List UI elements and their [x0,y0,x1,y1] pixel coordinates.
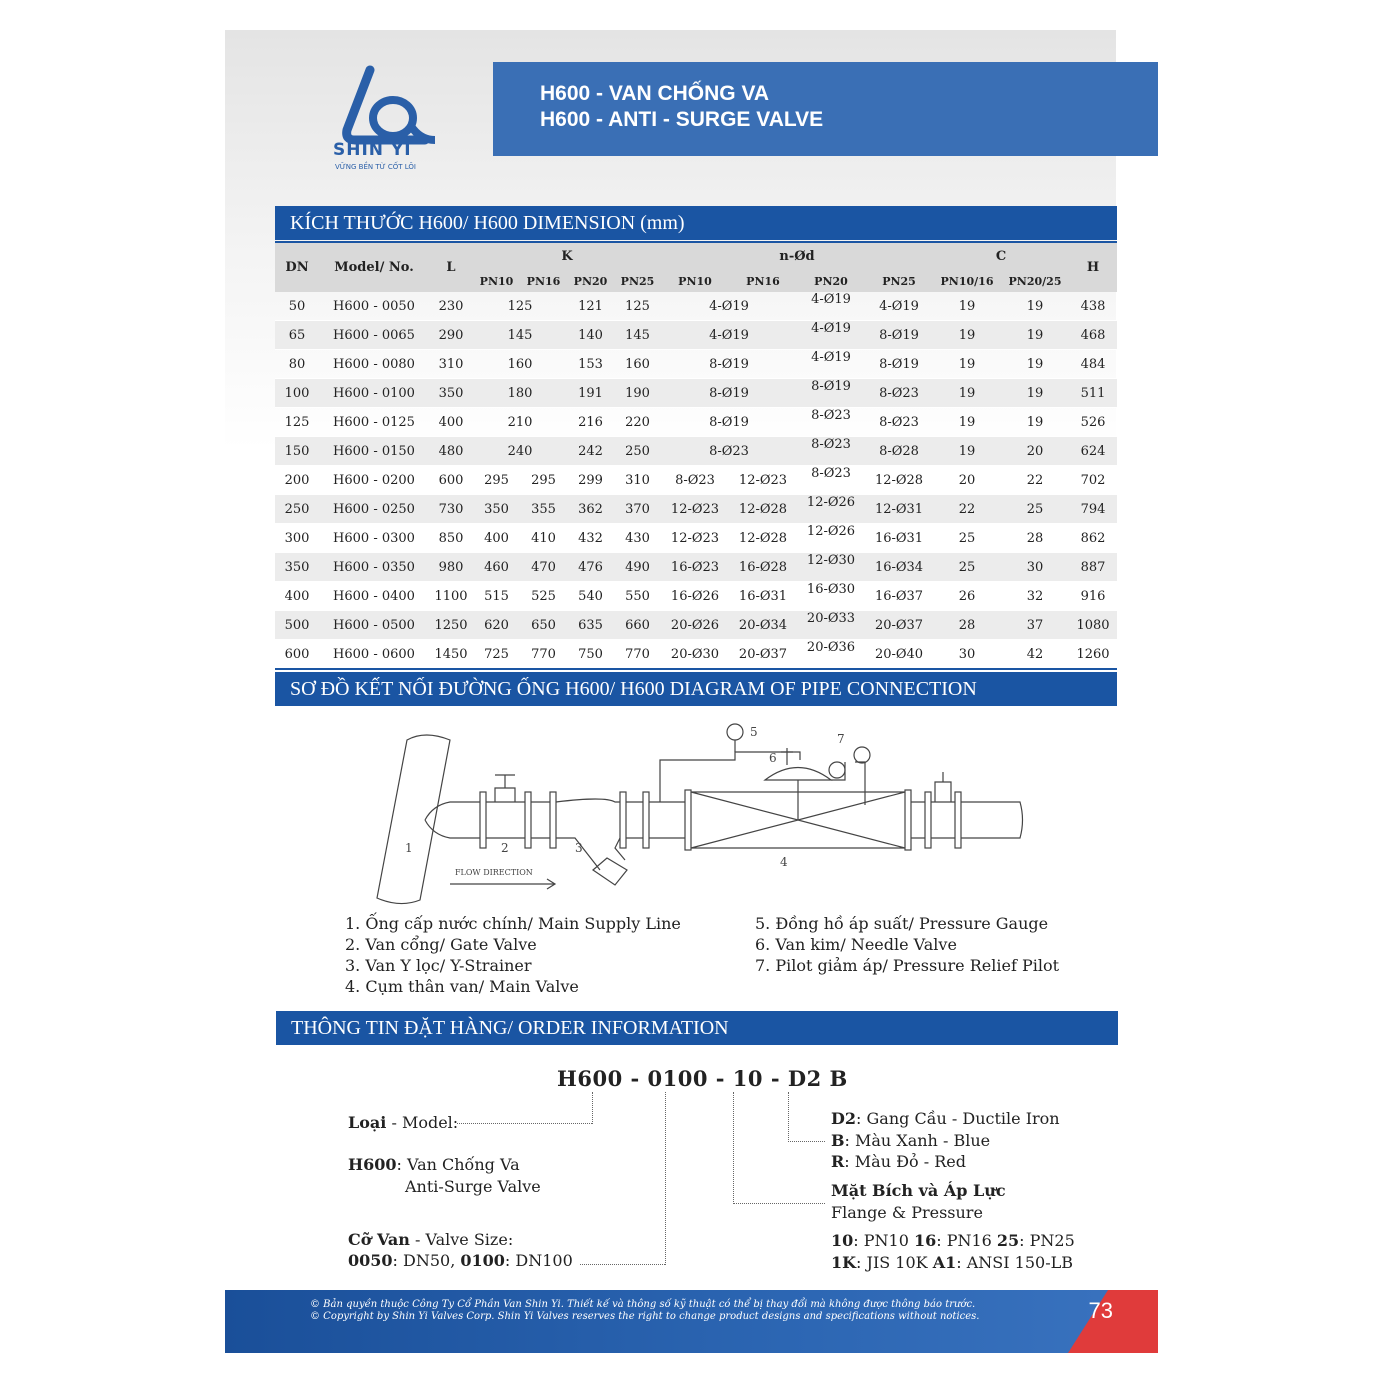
cell-l: 230 [429,292,473,321]
main-supply-pipe [377,735,450,904]
leader-line [788,1092,789,1142]
cell-c2025: 28 [1001,524,1069,553]
cell-n20: 8-Ø19 [797,379,865,408]
cell-n20: 8-Ø23 [797,466,865,495]
cell-n10: 20-Ø26 [661,611,729,640]
cell-c1016: 25 [933,553,1001,582]
cell-c1016: 28 [933,611,1001,640]
footer-copyright-vi: © Bản quyền thuộc Công Ty Cổ Phần Van Shin Yi. Thiết kế và thông số kỹ thuật có thể bị thay đổi mà không được thông báo trước. [310,1299,976,1310]
cell-model: H600 - 0250 [319,495,429,524]
cell-n10: 20-Ø30 [661,640,729,670]
cell-k16: 770 [520,640,567,670]
cell-c2025: 37 [1001,611,1069,640]
cell-n20: 12-Ø26 [797,524,865,553]
cell-k25: 220 [614,408,661,437]
cell-n16: 12-Ø28 [729,495,797,524]
leader-line [788,1141,825,1142]
cell-n16: 20-Ø37 [729,640,797,670]
shin-yi-logo [325,60,455,210]
cell-c2025: 25 [1001,495,1069,524]
cell-k10: 620 [473,611,520,640]
cell-k25: 550 [614,582,661,611]
cell-k20: 362 [567,495,614,524]
col-l: L [429,242,473,292]
cell-n20: 8-Ø23 [797,408,865,437]
cell-k20: 432 [567,524,614,553]
cell-c2025: 42 [1001,640,1069,670]
table-row [275,495,1117,524]
order-flange-title: Mặt Bích và Áp Lực [831,1181,1006,1200]
cell-model: H600 - 0125 [319,408,429,437]
cell-n1016: 8-Ø19 [661,379,797,408]
table-row [275,437,1117,466]
cell-k20: 476 [567,553,614,582]
leader-line [457,1123,592,1124]
cell-k10: 725 [473,640,520,670]
cell-c2025: 19 [1001,321,1069,350]
cell-h: 468 [1069,321,1117,350]
cell-n10: 16-Ø26 [661,582,729,611]
cell-k1016: 145 [473,321,567,350]
cell-n16: 12-Ø28 [729,524,797,553]
cell-model: H600 - 0150 [319,437,429,466]
cell-dn: 500 [275,611,319,640]
legend-item: 4. Cụm thân van/ Main Valve [345,977,579,996]
sub-n-pn25: PN25 [865,270,933,292]
col-dn: DN [275,242,319,292]
brand-name: SHIN YI [333,140,412,160]
cell-model: H600 - 0350 [319,553,429,582]
cell-n25: 16-Ø37 [865,582,933,611]
table-row [275,524,1117,553]
cell-c1016: 19 [933,437,1001,466]
sub-k-pn25: PN25 [614,270,661,292]
cell-dn: 150 [275,437,319,466]
cell-n20: 20-Ø36 [797,640,865,670]
cell-k25: 160 [614,350,661,379]
cell-dn: 80 [275,350,319,379]
catalog-page [225,30,1158,1353]
diagram-number: 6 [769,751,777,765]
cell-l: 1100 [429,582,473,611]
cell-l: 290 [429,321,473,350]
cell-n25: 8-Ø23 [865,379,933,408]
cell-l: 480 [429,437,473,466]
order-material-d2: D2: Gang Cầu - Ductile Iron [831,1109,1060,1128]
order-size-label: Cỡ Van - Valve Size: [348,1230,514,1249]
cell-c1016: 19 [933,321,1001,350]
cell-c2025: 19 [1001,408,1069,437]
sub-c-pn2025: PN20/25 [1001,270,1069,292]
cell-model: H600 - 0500 [319,611,429,640]
cell-n16: 16-Ø31 [729,582,797,611]
leader-line [580,1264,665,1265]
cell-n25: 8-Ø19 [865,350,933,379]
sub-k-pn20: PN20 [567,270,614,292]
gate-valve-symbol [495,775,515,802]
cell-k25: 430 [614,524,661,553]
table-row [275,466,1117,495]
footer-copyright-en: © Copyright by Shin Yi Valves Corp. Shin Yi Valves reserves the right to change product designs and specifications without notices. [310,1311,980,1322]
cell-h: 484 [1069,350,1117,379]
cell-n25: 16-Ø34 [865,553,933,582]
cell-k20: 121 [567,292,614,321]
cell-n1016: 8-Ø19 [661,408,797,437]
cell-k1016: 240 [473,437,567,466]
cell-h: 511 [1069,379,1117,408]
cell-n10: 16-Ø23 [661,553,729,582]
cell-k16: 650 [520,611,567,640]
cell-h: 916 [1069,582,1117,611]
cell-k20: 153 [567,350,614,379]
cell-n16: 20-Ø34 [729,611,797,640]
diagram-number: 4 [780,855,788,869]
cell-h: 862 [1069,524,1117,553]
cell-k25: 250 [614,437,661,466]
cell-n25: 4-Ø19 [865,292,933,321]
cell-h: 1080 [1069,611,1117,640]
diagram-number: 3 [575,841,583,855]
order-h600-en: Anti-Surge Valve [405,1177,541,1196]
pipe-connection-diagram [325,710,1025,910]
cell-n1016: 4-Ø19 [661,321,797,350]
cell-k20: 140 [567,321,614,350]
page-number: 73 [1088,1298,1113,1323]
cell-l: 350 [429,379,473,408]
cell-n25: 12-Ø31 [865,495,933,524]
flow-direction-label: FLOW DIRECTION [455,868,533,877]
cell-k10: 515 [473,582,520,611]
cell-n25: 20-Ø40 [865,640,933,670]
cell-k25: 490 [614,553,661,582]
cell-l: 1450 [429,640,473,670]
table-row [275,640,1117,670]
cell-k1016: 160 [473,350,567,379]
cell-dn: 400 [275,582,319,611]
cell-model: H600 - 0600 [319,640,429,670]
cell-k25: 125 [614,292,661,321]
cell-c1016: 19 [933,408,1001,437]
cell-n10: 8-Ø23 [661,466,729,495]
table-row [275,611,1117,640]
order-flange-subtitle: Flange & Pressure [831,1203,983,1222]
cell-k16: 525 [520,582,567,611]
brand-tagline: VỮNG BỀN TỪ CỐT LÕI [335,163,416,171]
cell-c1016: 20 [933,466,1001,495]
footer-red-corner [1068,1290,1158,1353]
cell-n1016: 4-Ø19 [661,292,797,321]
cell-c1016: 26 [933,582,1001,611]
cell-k16: 410 [520,524,567,553]
diagram-number: 5 [750,725,758,739]
order-flange-pn: 10: PN10 16: PN16 25: PN25 [831,1231,1075,1250]
cell-k20: 216 [567,408,614,437]
cell-k20: 299 [567,466,614,495]
order-color-red: R: Màu Đỏ - Red [831,1152,966,1171]
cell-l: 400 [429,408,473,437]
cell-n20: 16-Ø30 [797,582,865,611]
cell-n20: 12-Ø26 [797,495,865,524]
sub-k-pn16: PN16 [520,270,567,292]
legend-left [345,913,681,997]
col-c: C [933,242,1069,270]
cell-k25: 660 [614,611,661,640]
title-box [493,62,1158,156]
cell-l: 850 [429,524,473,553]
cell-h: 438 [1069,292,1117,321]
cell-k20: 242 [567,437,614,466]
legend-item: 3. Van Y lọc/ Y-Strainer [345,956,532,975]
cell-c1016: 19 [933,292,1001,321]
cell-n25: 20-Ø37 [865,611,933,640]
title-vi: H600 - VAN CHỐNG VA [540,82,770,105]
cell-n1016: 8-Ø23 [661,437,797,466]
cell-c1016: 19 [933,350,1001,379]
legend-right [755,913,1059,976]
cell-n20: 20-Ø33 [797,611,865,640]
diagram-number: 2 [501,841,509,855]
cell-h: 624 [1069,437,1117,466]
cell-h: 526 [1069,408,1117,437]
cell-n20: 4-Ø19 [797,321,865,350]
cell-dn: 250 [275,495,319,524]
col-nod: n-Ød [661,242,933,270]
cell-l: 980 [429,553,473,582]
cell-model: H600 - 0300 [319,524,429,553]
dimension-table [275,241,1117,670]
sub-c-pn1016: PN10/16 [933,270,1001,292]
diagram-number: 7 [837,732,845,746]
flange [525,792,531,848]
cell-c2025: 20 [1001,437,1069,466]
table-row [275,292,1117,321]
cell-dn: 300 [275,524,319,553]
legend-item: 5. Đồng hồ áp suất/ Pressure Gauge [755,914,1049,933]
cell-dn: 65 [275,321,319,350]
cell-l: 310 [429,350,473,379]
cell-n10: 12-Ø23 [661,524,729,553]
order-flange-jis-ansi: 1K: JIS 10K A1: ANSI 150-LB [831,1253,1073,1272]
cell-k1016: 125 [473,292,567,321]
order-code-example: H600 - 0100 - 10 - D2 B [557,1066,848,1091]
cell-k10: 350 [473,495,520,524]
diagram-number: 1 [405,841,413,855]
cell-c2025: 19 [1001,350,1069,379]
table-row [275,582,1117,611]
cell-k1016: 210 [473,408,567,437]
cell-model: H600 - 0200 [319,466,429,495]
cell-k25: 770 [614,640,661,670]
cell-k25: 190 [614,379,661,408]
cell-model: H600 - 0050 [319,292,429,321]
cell-k25: 310 [614,466,661,495]
leader-line [592,1092,593,1124]
cell-n10: 12-Ø23 [661,495,729,524]
cell-n20: 4-Ø19 [797,350,865,379]
col-h: H [1069,242,1117,292]
flange [480,792,486,848]
cell-k20: 540 [567,582,614,611]
table-row [275,321,1117,350]
cell-model: H600 - 0065 [319,321,429,350]
cell-c2025: 32 [1001,582,1069,611]
cell-k1016: 180 [473,379,567,408]
cell-k20: 750 [567,640,614,670]
col-k: K [473,242,661,270]
cell-l: 1250 [429,611,473,640]
cell-n20: 4-Ø19 [797,292,865,321]
leader-line [733,1092,734,1204]
cell-c1016: 22 [933,495,1001,524]
cell-n20: 8-Ø23 [797,437,865,466]
sub-n-pn16: PN16 [729,270,797,292]
sub-n-pn10: PN10 [661,270,729,292]
cell-n20: 12-Ø30 [797,553,865,582]
cell-dn: 350 [275,553,319,582]
cell-k25: 145 [614,321,661,350]
cell-l: 600 [429,466,473,495]
order-heading: THÔNG TIN ĐẶT HÀNG/ ORDER INFORMATION [276,1011,1118,1045]
col-model: Model/ No. [319,242,429,292]
cell-h: 702 [1069,466,1117,495]
table-row [275,553,1117,582]
cell-model: H600 - 0100 [319,379,429,408]
table-row [275,350,1117,379]
table-row [275,408,1117,437]
cell-n25: 12-Ø28 [865,466,933,495]
cell-n25: 8-Ø19 [865,321,933,350]
cell-c2025: 30 [1001,553,1069,582]
cell-dn: 600 [275,640,319,670]
table-row [275,379,1117,408]
title-en: H600 - ANTI - SURGE VALVE [540,108,824,131]
cell-n25: 16-Ø31 [865,524,933,553]
legend-item: 6. Van kim/ Needle Valve [755,935,957,954]
cell-k10: 295 [473,466,520,495]
cell-n16: 12-Ø23 [729,466,797,495]
cell-c1016: 30 [933,640,1001,670]
cell-model: H600 - 0400 [319,582,429,611]
legend-item: 2. Van cổng/ Gate Valve [345,935,537,954]
leader-line [733,1203,825,1204]
cell-n25: 8-Ø28 [865,437,933,466]
diagram-heading: SƠ ĐỒ KẾT NỐI ĐƯỜNG ỐNG H600/ H600 DIAGRAM OF PIPE CONNECTION [275,672,1117,706]
cell-c1016: 25 [933,524,1001,553]
sub-n-pn20: PN20 [797,270,865,292]
legend-item: 7. Pilot giảm áp/ Pressure Relief Pilot [755,956,1060,975]
cell-h: 1260 [1069,640,1117,670]
cell-c2025: 19 [1001,379,1069,408]
cell-k16: 295 [520,466,567,495]
pressure-gauge-symbol [727,724,743,740]
leader-line [665,1092,666,1265]
cell-k20: 191 [567,379,614,408]
cell-dn: 125 [275,408,319,437]
cell-h: 794 [1069,495,1117,524]
order-size-examples: 0050: DN50, 0100: DN100 [348,1251,573,1270]
cell-c1016: 19 [933,379,1001,408]
cell-k10: 460 [473,553,520,582]
order-color-blue: B: Màu Xanh - Blue [831,1131,991,1150]
cell-n16: 16-Ø28 [729,553,797,582]
cell-dn: 50 [275,292,319,321]
cell-c2025: 22 [1001,466,1069,495]
cell-k25: 370 [614,495,661,524]
cell-n1016: 8-Ø19 [661,350,797,379]
cell-dn: 100 [275,379,319,408]
dimension-heading: KÍCH THƯỚC H600/ H600 DIMENSION (mm) [275,206,1117,240]
cell-l: 730 [429,495,473,524]
cell-n25: 8-Ø23 [865,408,933,437]
footer-bar [225,1290,1158,1353]
cell-k10: 400 [473,524,520,553]
cell-k16: 355 [520,495,567,524]
order-model-label: Loại - Model: [348,1113,459,1132]
cell-k20: 635 [567,611,614,640]
y-strainer-symbol [556,799,625,870]
cell-h: 887 [1069,553,1117,582]
legend-item: 1. Ống cấp nước chính/ Main Supply Line [345,914,681,933]
cell-k16: 470 [520,553,567,582]
cell-dn: 200 [275,466,319,495]
order-h600-vi: H600: Van Chống Va [348,1155,520,1174]
sub-k-pn10: PN10 [473,270,520,292]
cell-c2025: 19 [1001,292,1069,321]
relief-pilot-symbol [854,747,870,763]
cell-model: H600 - 0080 [319,350,429,379]
